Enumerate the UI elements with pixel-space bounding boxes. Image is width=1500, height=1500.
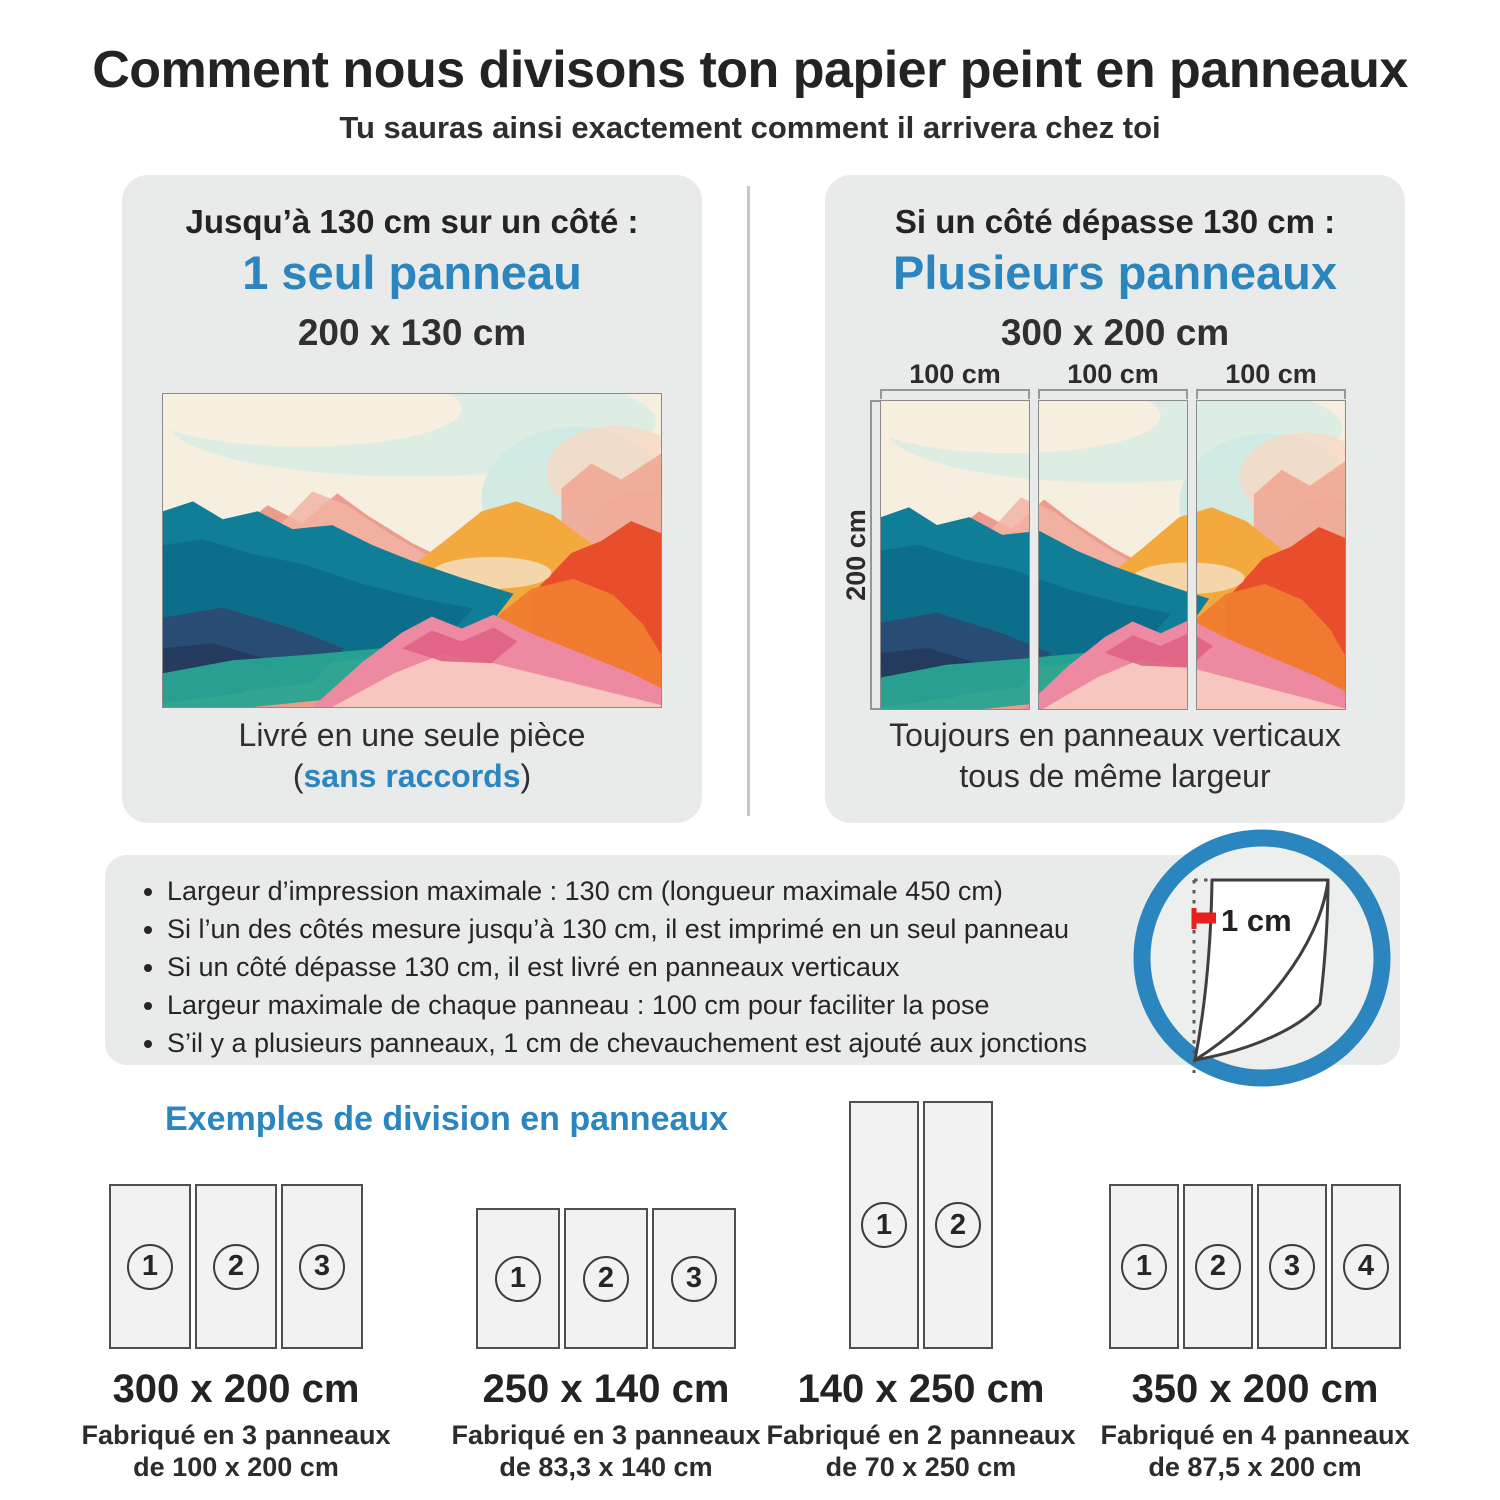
page-curl-icon: [1132, 828, 1392, 1088]
panel: [1331, 1184, 1401, 1349]
panel-number-badge: 1: [127, 1244, 173, 1290]
watercolor-slice-1: [881, 401, 1030, 710]
width-bracket-2: [1038, 389, 1188, 399]
page-subtitle: Tu sauras ainsi exactement comment il arrivera chez toi: [339, 110, 1161, 145]
panel: [1183, 1184, 1253, 1349]
single-result: 1 seul panneau: [242, 246, 582, 299]
panel: [652, 1208, 736, 1349]
example-made: Fabriqué en 3 panneaux: [451, 1420, 761, 1450]
height-label: 200 cm: [841, 509, 871, 601]
example-250x140: [446, 1100, 766, 1483]
panel-number-badge: 4: [1343, 1244, 1389, 1290]
panel: [849, 1101, 919, 1349]
panel: [1257, 1184, 1327, 1349]
width-label-3: 100 cm: [1225, 359, 1317, 389]
multi-caption: [825, 715, 1405, 797]
example-350x200: [1085, 1100, 1425, 1483]
example-panels: [76, 1100, 396, 1349]
example-panels: [1085, 1100, 1425, 1349]
panel: [109, 1184, 191, 1349]
width-bracket-3: [1196, 389, 1346, 399]
panel-number-badge: 2: [935, 1202, 981, 1248]
single-caption-line1: Livré en une seule pièce: [238, 717, 586, 753]
panel-slice-3: [1196, 400, 1346, 710]
watercolor-slice-3: [1196, 401, 1346, 710]
multi-size: 300 x 200 cm: [1000, 312, 1230, 353]
panel-number-badge: 2: [583, 1256, 629, 1302]
overlap-measure-label: 1 cm: [1221, 903, 1292, 938]
panel: [476, 1208, 560, 1349]
width-label-1: 100 cm: [909, 359, 1001, 389]
example-140x250: [761, 1100, 1081, 1483]
panel-number-badge: 1: [1121, 1244, 1167, 1290]
rule-item: • Largeur d’impression maximale : 130 cm (longueur maximale 450 cm): [167, 872, 1400, 910]
example-of: de 70 x 250 cm: [825, 1452, 1017, 1482]
rule-item: • Largeur maximale de chaque panneau : 100 cm pour faciliter la pose: [167, 986, 1400, 1024]
panel: [923, 1101, 993, 1349]
panel-slice-1: [880, 400, 1030, 710]
panel-slices: [880, 400, 1346, 710]
panel-number-badge: 2: [1195, 1244, 1241, 1290]
example-made: Fabriqué en 4 panneaux: [1100, 1420, 1410, 1450]
panel-slice-2: [1038, 400, 1188, 710]
watercolor-slice-2: [1038, 401, 1188, 710]
example-size: 350 x 200 cm: [1131, 1367, 1379, 1411]
width-label-2: 100 cm: [1067, 359, 1159, 389]
examples-heading: Exemples de division en panneaux: [165, 1100, 729, 1138]
rule-item: • Si l’un des côtés mesure jusqu’à 130 cm, il est imprimé en un seul panneau: [167, 910, 1400, 948]
panel-number-badge: 1: [495, 1256, 541, 1302]
multi-result: Plusieurs panneaux: [892, 246, 1338, 299]
rule-item: • Si un côté dépasse 130 cm, il est livré en panneaux verticaux: [167, 948, 1400, 986]
panel-number-badge: 2: [213, 1244, 259, 1290]
multi-caption-line1: Toujours en panneaux verticaux: [889, 717, 1341, 753]
panel-number-badge: 3: [1269, 1244, 1315, 1290]
example-of: de 87,5 x 200 cm: [1148, 1452, 1362, 1482]
single-size: 200 x 130 cm: [297, 312, 527, 353]
example-of: de 100 x 200 cm: [133, 1452, 339, 1482]
width-bracket-1: [880, 389, 1030, 399]
panel: [195, 1184, 277, 1349]
panel-number-badge: 3: [299, 1244, 345, 1290]
multi-panel-card: [825, 175, 1405, 823]
panel: [1109, 1184, 1179, 1349]
paren-open: (: [292, 758, 304, 794]
example-size: 250 x 140 cm: [482, 1367, 730, 1411]
single-caption: [122, 715, 702, 797]
page-title: Comment nous divisons ton papier peint en panneaux: [92, 41, 1408, 99]
cards-divider: [747, 186, 750, 816]
wallpaper-artwork: [162, 393, 662, 708]
rule-item: • S’il y a plusieurs panneaux, 1 cm de chevauchement est ajouté aux jonctions: [167, 1024, 1400, 1062]
panel: [281, 1184, 363, 1349]
example-made: Fabriqué en 3 panneaux: [81, 1420, 391, 1450]
example-made: Fabriqué en 2 panneaux: [766, 1420, 1076, 1450]
panel-number-badge: 3: [671, 1256, 717, 1302]
example-size: 140 x 250 cm: [797, 1367, 1045, 1411]
multi-caption-line2: tous de même largeur: [959, 758, 1271, 794]
multi-condition: Si un côté dépasse 130 cm :: [894, 203, 1336, 240]
paren-close: ): [520, 758, 532, 794]
single-condition: Jusqu’à 130 cm sur un côté :: [185, 203, 639, 240]
single-caption-highlight: sans raccords: [303, 758, 521, 794]
example-panels: [761, 1100, 1081, 1349]
example-of: de 83,3 x 140 cm: [499, 1452, 713, 1482]
example-panels: [446, 1100, 766, 1349]
single-panel-card: [122, 175, 702, 823]
panel-number-badge: 1: [861, 1202, 907, 1248]
watercolor-image: [163, 394, 661, 707]
example-300x200: [76, 1100, 396, 1483]
example-size: 300 x 200 cm: [112, 1367, 360, 1411]
panel: [564, 1208, 648, 1349]
overlap-illustration: [1132, 828, 1392, 1088]
